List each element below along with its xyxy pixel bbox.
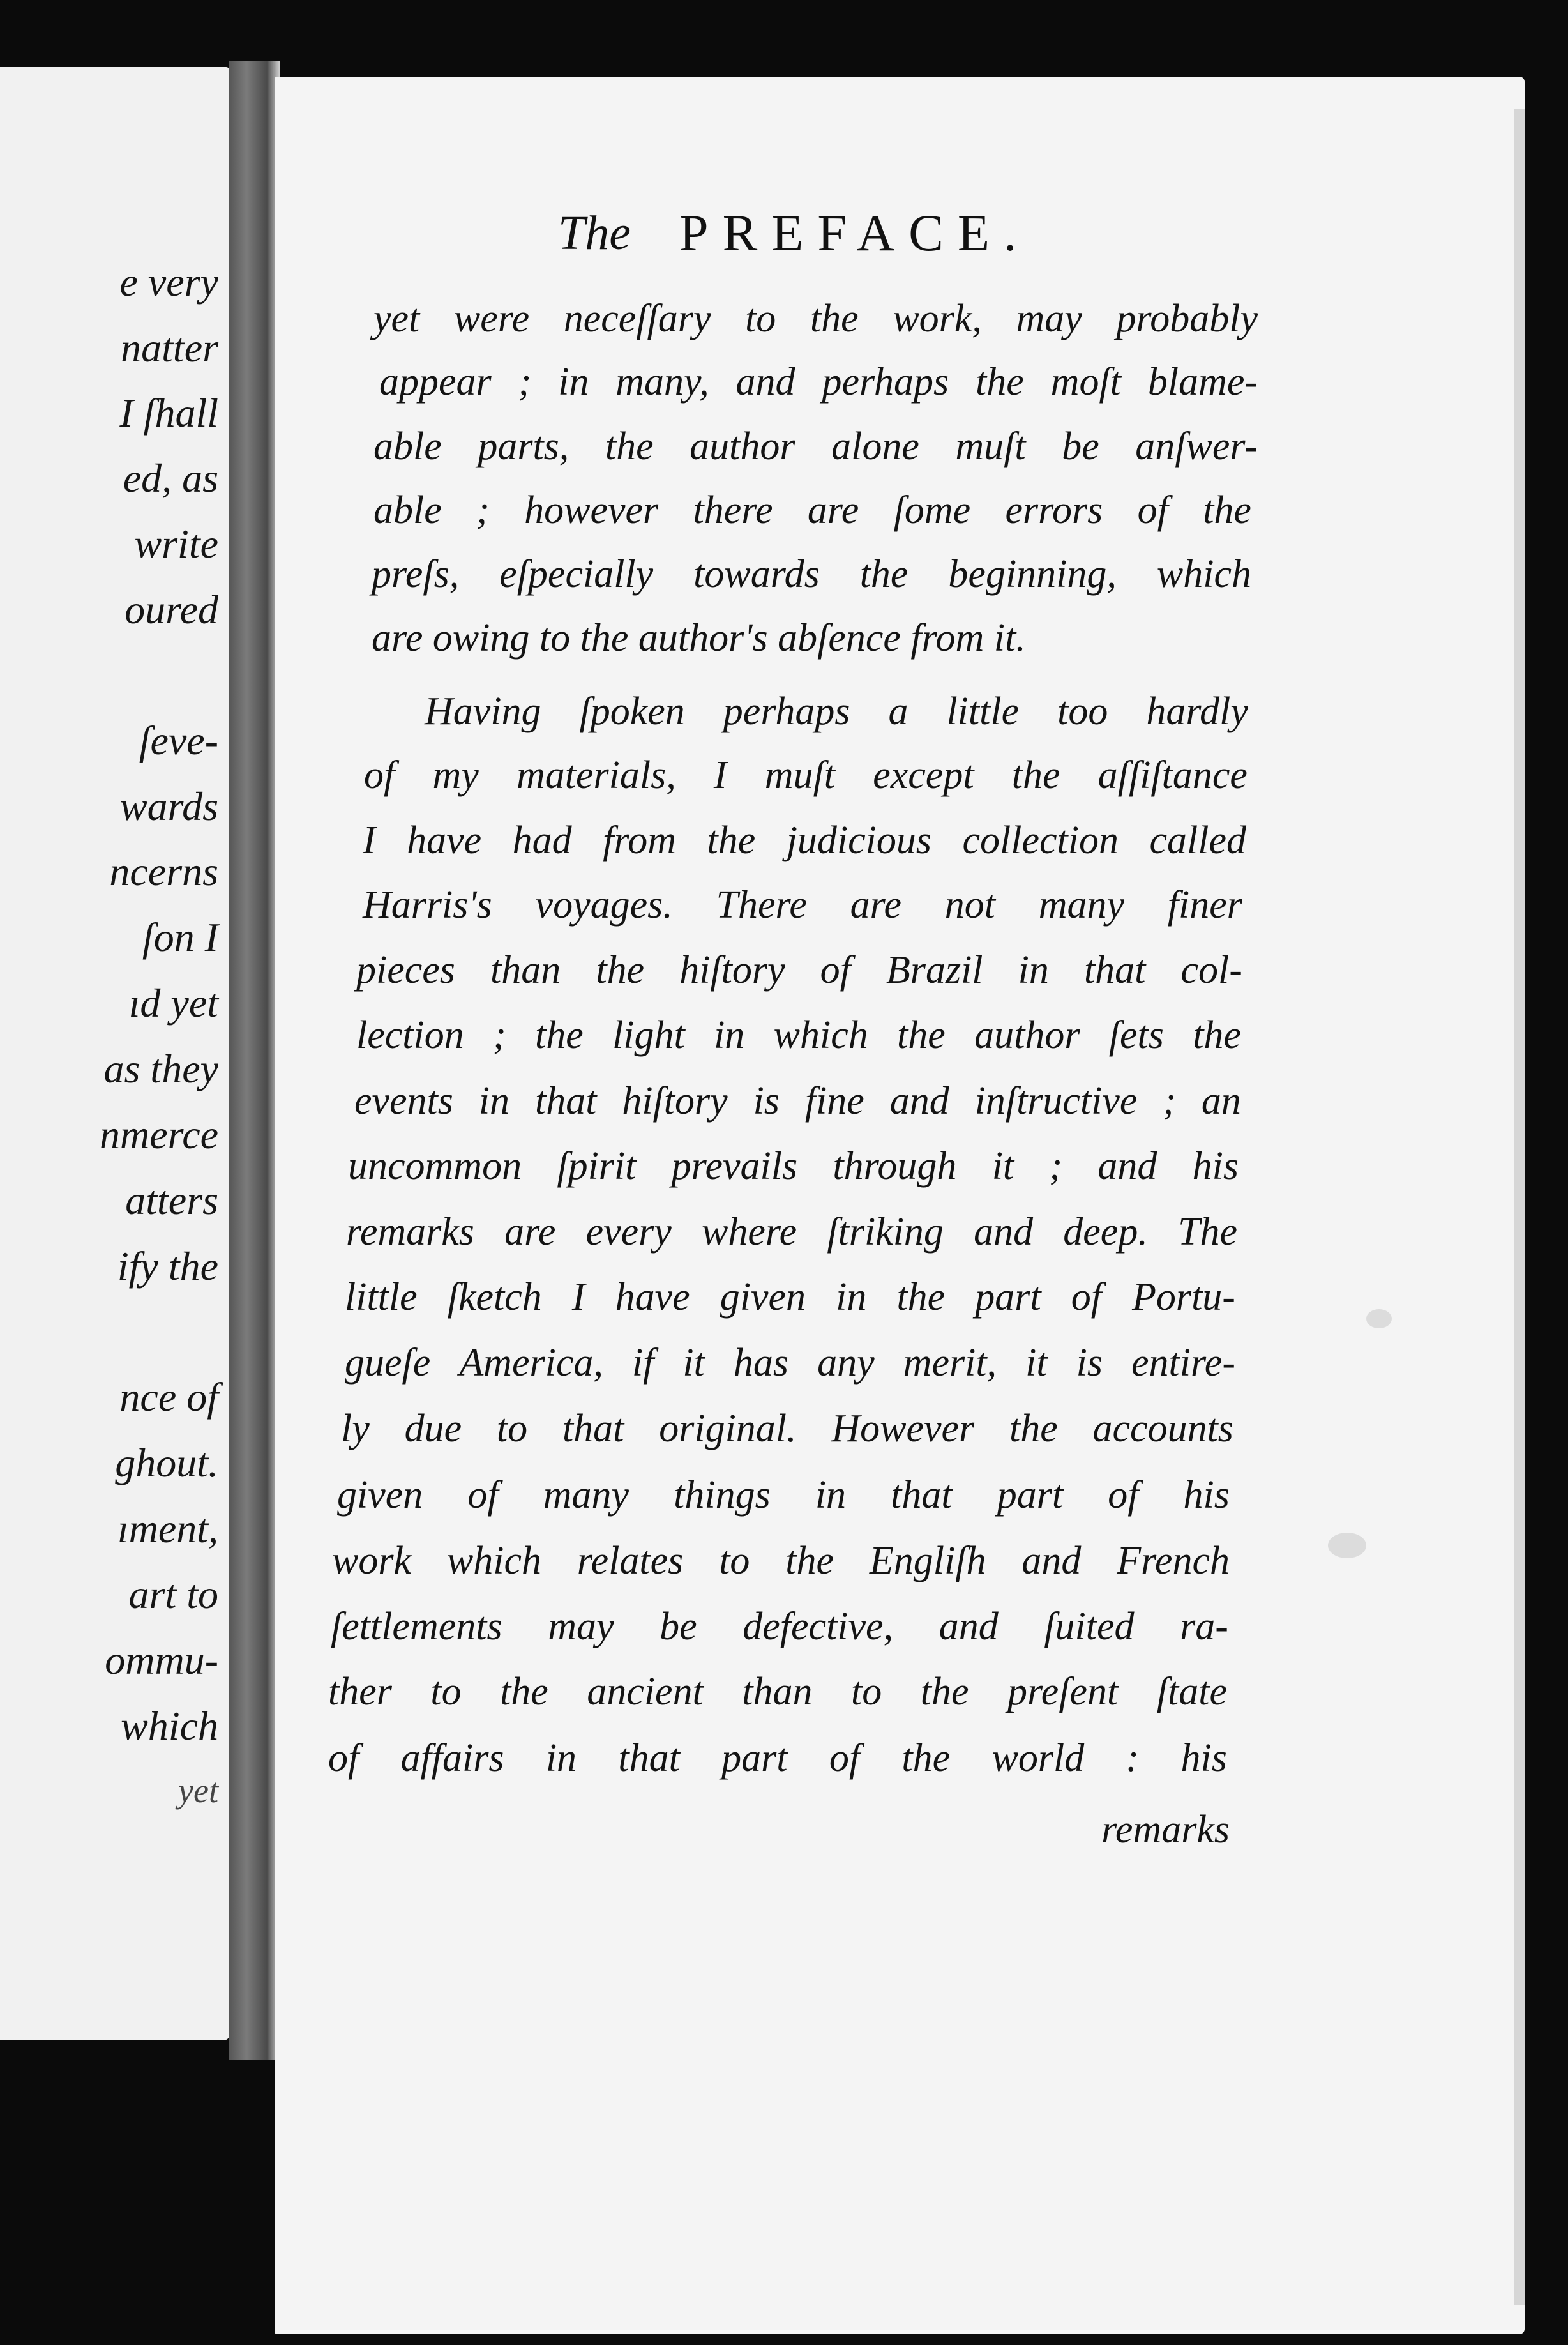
- word: remarks: [346, 1210, 474, 1254]
- word: it: [682, 1341, 705, 1385]
- word: that: [534, 1079, 597, 1123]
- word: may: [1016, 297, 1082, 340]
- word: finer: [1167, 883, 1242, 927]
- word: from: [603, 819, 676, 862]
- word: The: [1178, 1210, 1237, 1254]
- word: of: [364, 754, 395, 797]
- word: have: [615, 1275, 690, 1319]
- word: had: [512, 819, 572, 862]
- word: the: [920, 1670, 969, 1713]
- word: than: [490, 948, 561, 992]
- word: ;: [1163, 1079, 1176, 1123]
- left-page-line: I ſhall: [119, 390, 218, 436]
- word: the: [810, 297, 859, 340]
- word: his: [1180, 1736, 1227, 1780]
- word: the: [1009, 1407, 1058, 1450]
- word: however: [524, 489, 659, 532]
- word: towards: [693, 552, 820, 596]
- text-line: [379, 362, 1258, 402]
- left-page-line: atters: [125, 1178, 218, 1223]
- text-line: [341, 1409, 1233, 1448]
- word: the: [605, 425, 654, 468]
- word: which: [446, 1539, 541, 1582]
- text-line: [425, 692, 1248, 731]
- word: not: [944, 883, 995, 927]
- word: many: [1038, 883, 1125, 927]
- word: and: [1097, 1144, 1157, 1188]
- word: I: [713, 754, 727, 797]
- word: defective,: [743, 1605, 894, 1648]
- word: too: [1057, 690, 1108, 733]
- word: through: [833, 1144, 957, 1188]
- word: voyages.: [535, 883, 673, 927]
- left-page-line: as they: [103, 1046, 218, 1091]
- word: part: [997, 1473, 1064, 1517]
- text-line: [373, 427, 1258, 466]
- word: Portu-: [1132, 1275, 1235, 1319]
- word: the: [976, 360, 1024, 404]
- word: relates: [577, 1539, 684, 1582]
- left-page-line: art to: [128, 1572, 218, 1617]
- word: ſtate: [1156, 1670, 1227, 1713]
- word: that: [891, 1473, 953, 1517]
- word: in: [478, 1079, 510, 1123]
- word: merit,: [903, 1341, 997, 1385]
- word: beginning,: [948, 552, 1117, 596]
- word: able: [373, 489, 442, 532]
- word: his: [1192, 1144, 1239, 1188]
- word: ſome: [893, 489, 971, 532]
- word: in: [815, 1473, 847, 1517]
- previous-page-fragment: [0, 67, 230, 2040]
- text-line: [364, 755, 1248, 795]
- word: blame-: [1147, 360, 1258, 404]
- word: alone: [831, 425, 919, 468]
- word: the: [1203, 489, 1251, 532]
- word: moſt: [1050, 360, 1121, 404]
- word: the: [1011, 754, 1060, 797]
- word: fine: [804, 1079, 864, 1123]
- word: many,: [615, 360, 709, 404]
- word: are: [504, 1210, 556, 1254]
- word: ſpirit: [557, 1144, 637, 1188]
- word: is: [753, 1079, 780, 1123]
- word: to: [430, 1670, 462, 1713]
- word: materials,: [516, 754, 676, 797]
- word: have: [407, 819, 482, 862]
- word: However: [831, 1407, 975, 1450]
- word: neceſſary: [563, 297, 711, 340]
- word: the: [897, 1013, 946, 1057]
- word: called: [1149, 819, 1246, 862]
- word: prevails: [671, 1144, 798, 1188]
- word: of: [1108, 1473, 1139, 1517]
- catchword: remarks: [1101, 1808, 1230, 1851]
- text-line: [345, 1277, 1235, 1317]
- word: light: [612, 1013, 685, 1057]
- word: to: [719, 1539, 750, 1582]
- word: :: [1126, 1736, 1140, 1780]
- word: there: [693, 489, 773, 532]
- word: has: [733, 1341, 789, 1385]
- word: is: [1076, 1341, 1103, 1385]
- text-line: [373, 490, 1251, 530]
- word: ſettlements: [331, 1605, 502, 1648]
- word: where: [701, 1210, 797, 1254]
- word: able: [373, 425, 442, 468]
- word: may: [548, 1605, 614, 1648]
- word: preſent: [1007, 1670, 1119, 1713]
- word: anſwer-: [1135, 425, 1258, 468]
- word: the: [901, 1736, 951, 1780]
- word: little: [946, 690, 1020, 733]
- word: the: [896, 1275, 946, 1319]
- word: and: [889, 1079, 949, 1123]
- word: of: [467, 1473, 499, 1517]
- word: French: [1117, 1539, 1230, 1582]
- page-stain: [1366, 1309, 1392, 1328]
- word: author: [974, 1013, 1080, 1057]
- word: ther: [328, 1670, 392, 1713]
- word: ra-: [1180, 1605, 1228, 1648]
- word: and: [974, 1210, 1034, 1254]
- word: are: [807, 489, 859, 532]
- word: judicious: [786, 819, 932, 862]
- word: except: [873, 754, 974, 797]
- word: hardly: [1146, 690, 1248, 733]
- word: preſs,: [372, 552, 460, 596]
- word: which: [773, 1013, 868, 1057]
- word: the: [707, 819, 756, 862]
- word: work,: [893, 297, 982, 340]
- word: given: [720, 1275, 806, 1319]
- word: perhaps: [822, 360, 949, 404]
- word: of: [820, 948, 851, 992]
- text-line: [363, 821, 1246, 860]
- word: his: [1183, 1473, 1230, 1517]
- text-line: [348, 1146, 1239, 1186]
- page-edge: [1514, 109, 1525, 2305]
- word: many: [543, 1473, 629, 1517]
- word: ſets: [1108, 1013, 1164, 1057]
- left-page-line: write: [134, 521, 218, 566]
- left-page-line: ommu-: [105, 1637, 218, 1683]
- book-gutter-shadow: [229, 61, 280, 2060]
- word: a: [888, 690, 908, 733]
- word: errors: [1005, 489, 1103, 532]
- word: in: [545, 1736, 577, 1780]
- left-page-line: ſon I: [142, 914, 218, 960]
- word: muſt: [764, 754, 836, 797]
- word: that: [618, 1736, 680, 1780]
- word: were: [453, 297, 530, 340]
- running-head-the: The: [558, 206, 631, 260]
- word: hiſtory: [622, 1079, 728, 1123]
- word: that: [1083, 948, 1146, 992]
- text-line: [332, 1541, 1230, 1581]
- word: any: [817, 1341, 875, 1385]
- word: hiſtory: [679, 948, 785, 992]
- text-line: are owing to the author's abſence from it.: [372, 616, 1026, 660]
- left-page-line: oured: [124, 587, 218, 632]
- word: ſtriking: [827, 1210, 944, 1254]
- word: it: [1025, 1341, 1048, 1385]
- word: part: [721, 1736, 788, 1780]
- word: the: [859, 552, 908, 596]
- word: collection: [962, 819, 1119, 862]
- word: things: [674, 1473, 771, 1517]
- word: if: [631, 1341, 654, 1385]
- left-page-line: ıment,: [117, 1506, 218, 1551]
- word: appear: [379, 360, 492, 404]
- word: of: [1137, 489, 1168, 532]
- text-line: [363, 885, 1242, 925]
- word: ancient: [587, 1670, 704, 1713]
- word: parts,: [478, 425, 569, 468]
- word: affairs: [400, 1736, 504, 1780]
- word: the: [1193, 1013, 1241, 1057]
- word: which: [1156, 552, 1251, 596]
- left-page-line: nce of: [119, 1374, 218, 1420]
- page-stain: [1328, 1533, 1366, 1558]
- text-line: [328, 1738, 1227, 1778]
- word: work: [332, 1539, 411, 1582]
- word: ſuited: [1044, 1605, 1135, 1648]
- word: the: [500, 1670, 548, 1713]
- word: to: [496, 1407, 528, 1450]
- word: Engliſh: [869, 1539, 986, 1582]
- word: lection: [356, 1013, 464, 1057]
- text-line: [356, 1015, 1241, 1055]
- word: be: [1062, 425, 1099, 468]
- word: in: [558, 360, 589, 404]
- word: be: [660, 1605, 697, 1648]
- text-line: [345, 1343, 1235, 1383]
- text-line: [346, 1212, 1237, 1252]
- word: every: [585, 1210, 672, 1254]
- left-page-line: ncerns: [109, 849, 218, 894]
- word: gueſe: [345, 1341, 431, 1385]
- word: the: [785, 1539, 834, 1582]
- word: the: [596, 948, 645, 992]
- word: Having: [425, 690, 541, 733]
- word: world: [991, 1736, 1085, 1780]
- word: to: [745, 297, 776, 340]
- left-page-line: ify the: [117, 1243, 218, 1289]
- word: probably: [1116, 297, 1258, 340]
- word: Harris's: [363, 883, 492, 927]
- word: given: [337, 1473, 423, 1517]
- word: than: [742, 1670, 813, 1713]
- word: I: [363, 819, 376, 862]
- text-line: [331, 1607, 1228, 1646]
- running-head-title: PREFACE.: [679, 204, 1031, 262]
- word: deep.: [1063, 1210, 1148, 1254]
- text-line: [354, 1081, 1241, 1121]
- word: are: [850, 883, 901, 927]
- word: due: [404, 1407, 462, 1450]
- word: part: [975, 1275, 1041, 1319]
- word: my: [432, 754, 479, 797]
- word: it: [991, 1144, 1014, 1188]
- word: ſketch: [447, 1275, 542, 1319]
- preface-page: [275, 77, 1525, 2334]
- word: in: [836, 1275, 867, 1319]
- word: that: [562, 1407, 624, 1450]
- word: ly: [341, 1407, 370, 1450]
- word: uncommon: [348, 1144, 522, 1188]
- word: col-: [1180, 948, 1242, 992]
- word: events: [354, 1079, 453, 1123]
- left-page-line: ſeve-: [139, 718, 218, 763]
- left-page-line: e very: [119, 259, 218, 305]
- text-line: [356, 950, 1242, 990]
- word: in: [1018, 948, 1049, 992]
- word: ;: [518, 360, 532, 404]
- word: I: [571, 1275, 585, 1319]
- word: of: [328, 1736, 359, 1780]
- word: muſt: [955, 425, 1026, 468]
- word: original.: [659, 1407, 797, 1450]
- word: and: [735, 360, 795, 404]
- word: the: [535, 1013, 584, 1057]
- word: pieces: [356, 948, 455, 992]
- word: in: [714, 1013, 745, 1057]
- word: ſpoken: [579, 690, 685, 733]
- word: of: [829, 1736, 861, 1780]
- text-line: [337, 1475, 1230, 1515]
- word: ;: [493, 1013, 506, 1057]
- word: author: [690, 425, 795, 468]
- left-page-line: ghout.: [115, 1440, 218, 1485]
- word: aſſiſtance: [1097, 754, 1248, 797]
- word: accounts: [1092, 1407, 1233, 1450]
- word: perhaps: [723, 690, 850, 733]
- word: America,: [459, 1341, 603, 1385]
- word: little: [345, 1275, 418, 1319]
- word: eſpecially: [499, 552, 654, 596]
- left-page-catchword: yet: [178, 1772, 218, 1810]
- word: ;: [1049, 1144, 1063, 1188]
- left-page-line: nmerce: [100, 1112, 218, 1157]
- left-page-line: ıd yet: [128, 980, 218, 1026]
- text-line: [372, 554, 1251, 594]
- word: and: [1021, 1539, 1082, 1582]
- left-page-line: natter: [121, 325, 218, 370]
- left-page-line: ed, as: [123, 455, 218, 501]
- word: and: [939, 1605, 999, 1648]
- left-page-line: which: [121, 1703, 218, 1749]
- text-line: [373, 299, 1258, 338]
- word: yet: [373, 297, 420, 340]
- word: entire-: [1131, 1341, 1235, 1385]
- word: Brazil: [886, 948, 983, 992]
- word: an: [1201, 1079, 1241, 1123]
- word: ;: [476, 489, 490, 532]
- word: inſtructive: [974, 1079, 1138, 1123]
- left-page-line: wards: [119, 784, 218, 829]
- word: of: [1071, 1275, 1102, 1319]
- word: to: [851, 1670, 882, 1713]
- text-line: [328, 1672, 1227, 1711]
- word: There: [716, 883, 807, 927]
